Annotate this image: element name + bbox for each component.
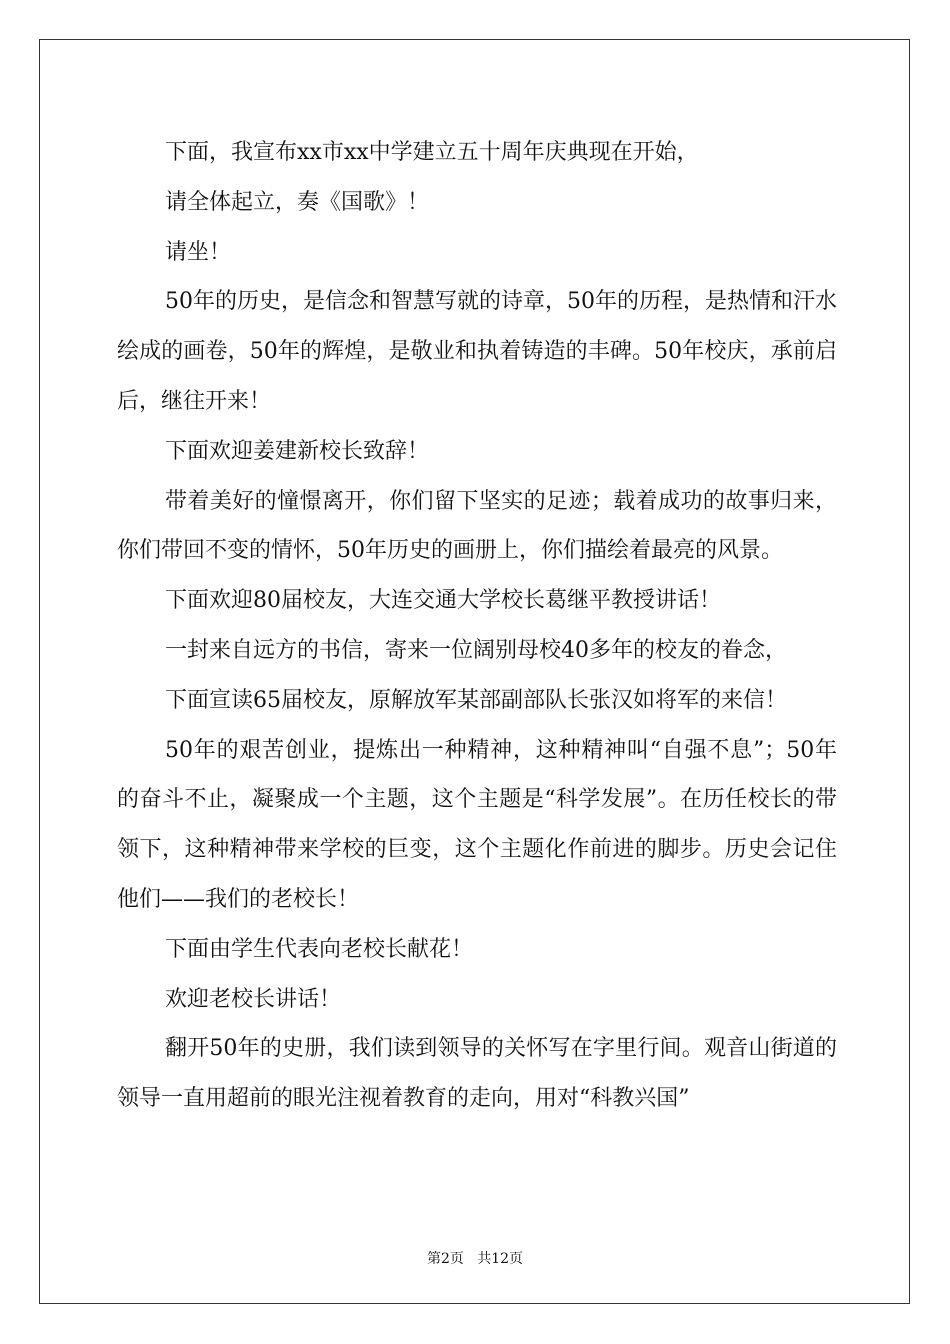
paragraph: 翻开50年的史册，我们读到领导的关怀写在字里行间。观音山街道的领导一直用超前的眼光注视着教育的走向，用对“科教兴国” (117, 1036, 837, 1112)
paragraph: 下面由学生代表向老校长献花！ (165, 936, 474, 962)
paragraph: 50年的历史，是信念和智慧写就的诗章，50年的历程，是热情和汗水绘成的画卷，50年的辉煌，是敬业和执着铸造的丰碑。50年校庆，承前启后，继往开来！ (117, 289, 837, 414)
paragraph: 下面，我宣布xx市xx中学建立五十周年庆典现在开始， (165, 140, 699, 165)
paragraph: 欢迎老校长讲话！ (165, 986, 342, 1012)
paragraph: 带着美好的憧憬离开，你们留下坚实的足迹；载着成功的故事归来，你们带回不变的情怀，50年历史的画册上，你们描绘着最亮的风景。 (117, 488, 837, 564)
document-body (117, 128, 837, 1124)
page-footer: 第2页 共12页 (426, 1251, 524, 1267)
paragraph: 请坐！ (165, 239, 232, 265)
paragraph: 下面欢迎姜建新校长致辞！ (165, 438, 430, 464)
paragraph: 一封来自远方的书信，寄来一位阔别母校40多年的校友的眷念， (165, 637, 787, 663)
paragraph: 请全体起立，奏《国歌》！ (165, 189, 430, 215)
paragraph: 下面欢迎80届校友，大连交通大学校长葛继平教授讲话！ (165, 588, 721, 614)
paragraph: 50年的艰苦创业，提炼出一种精神，这种精神叫“自强不息”；50年的奋斗不止，凝聚成一个主题，这个主题是“科学发展”。在历任校长的带领下，这种精神带来学校的巨变，这个主题化作前进的脚步。历史会记住他们——我们的老校长！ (117, 737, 837, 912)
paragraph: 下面宣读65届校友，原解放军某部副部队长张汉如将军的来信！ (165, 687, 787, 713)
